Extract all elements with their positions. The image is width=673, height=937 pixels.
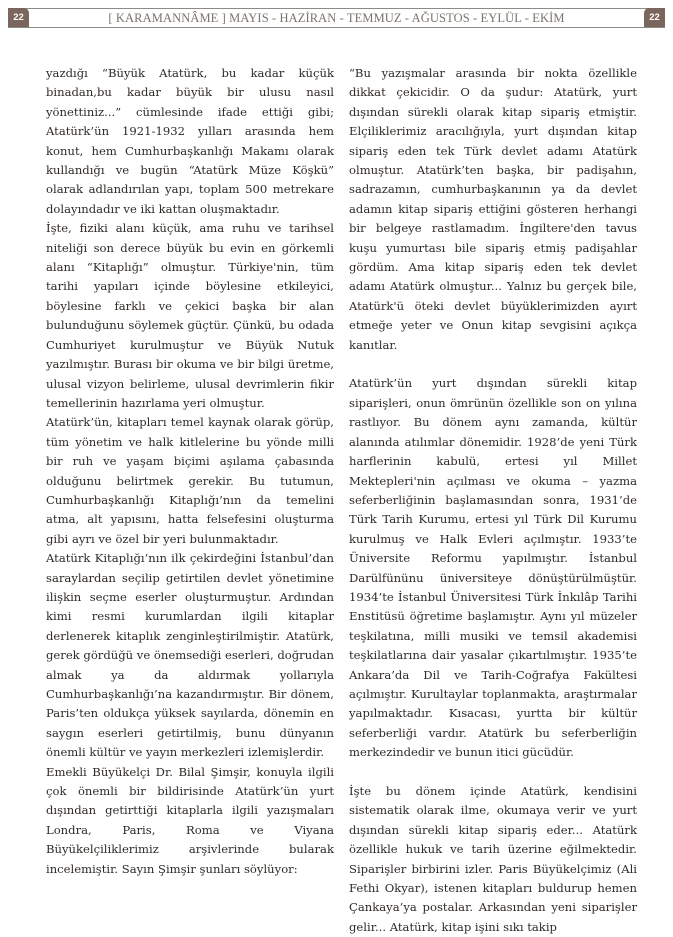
paragraph: Atatürk’ün, kitapları temel kaynak olarak görüp, tüm yönetim ve halk kitlelerine bu yönde milli bir ruh ve yaşam biçimi aşılama çabasında olduğunu belirtmek gerekir. Bu tutumun, Cumhurbaşkanlığı Kitaplığı’nın da temelini atma, alt yapısını, hatta felsefesini oluşturma gibi ayrı ve özel bir yeri bulunmaktadır. <box>46 415 334 546</box>
left-text-column <box>46 64 334 879</box>
paragraph: İşte, fiziki alanı küçük, ama ruhu ve tarihsel niteliği son derece büyük bu evin en görkemli alanı “Kitaplığı” olmuştur. Türkiye'nin, tüm tarihi yapıları içinde böylesine etkileyici, böylesine farklı ve çekici başka bir alan bulunduğunu söylemek güçtür. Çünkü, bu odada Cumhuriyet kurulmuştur ve Büyük Nutuk yazılmıştır. Burası bir okuma ve bir bilgi üretme, ulusal vizyon belirleme, ulusal devrimlerin fikir temellerinin hazırlama yeri olmuştur. <box>46 221 334 410</box>
paragraph: yazdığı “Büyük Atatürk, bu kadar küçük binadan,bu kadar büyük bir ulusu nasıl yönettiniz...” cümlesinde ifade ettiği gibi; Atatürk’ün 1921-1932 yılları arasında hem konut, hem Cumhurbaşkanlığı Makamı olarak kullandığı ve bugün “Atatürk Müze Köşkü” olarak adlandırılan yapı, toplam 500 metrekare dolayındadır ve iki kattan oluşmaktadır. <box>46 66 334 216</box>
paragraph: İşte bu dönem içinde Atatürk, kendisini sistematik olarak ilme, okumaya verir ve yurt dışından sürekli kitap sipariş eder... Atatürk özellikle hukuk ve tarih üzerine eğilmektedir. Siparişler birbirini izler. Paris Büyükelçimiz (Ali Fethi Okyar), istenen kitapları buldurup hemen Çankaya’ya postalar. Arkasından yeni siparişler gelir... Atatürk, kitap işini sıkı takip <box>349 784 637 934</box>
quote-paragraph: “Bu yazışmalar arasında bir nokta özellikle dikkat çekicidir. O da şudur: Atatürk, yurt dışından sürekli olarak kitap sipariş etmiştir. Elçiliklerimiz aracılığıyla, yurt dışından kitap sipariş eden tek Türk devlet adamı Atatürk olmuştur. Atatürk’ten başka, bir padişahın, sadrazamın, cumhurbaşkanının ya da devlet adamın kitap sipariş ettiğini gösteren herhangi bir belgeye rastlamadım. İngiltere'den tavus kuşu yumurtası bile sipariş etmiş padişahlar gördüm. Ama kitap sipariş eden tek devlet adamı Atatürk olmuştur... Yalnız bu gerçek bile, Atatürk'ü öteki devlet büyüklerimizden ayırt etmeğe yeter ve Onun kitap sevgisini açıkça kanıtlar. <box>349 66 637 352</box>
magazine-issue-title: [ KARAMANNÂME ] MAYIS - HAZİRAN - TEMMUZ - AĞUSTOS - EYLÜL - EKİM <box>108 11 565 25</box>
paragraph: Atatürk’ün yurt dışından sürekli kitap siparişleri, onun ömrünün özellikle son on yılına rastlıyor. Bu dönem aynı zamanda, kültür alanında atılımlar dönemidir. 1928’de yeni Türk harflerinin kabulü, ertesi yıl Millet Mektepleri'nin açılması ve okuma – yazma seferberliğinin başlamasından sonra, 1931’de Türk Tarih Kurumu, ertesi yıl Türk Dil Kurumu kurulmuş ve Halk Evleri açılmıştır. 1933’te Üniversite Reformu yapılmıştır. İstanbul Darülfününu üniversiteye dönüştürülmüştür. 1934’te İstanbul Üniversitesi Türk İnkılâp Tarihi Enstitüsü öğretime başlamıştır. Aynı yıl müzeler teşkilatına, milli musiki ve temsil akademisi teşkilatlarına dair yasalar çıkartılmıştır. 1935’te Ankara’da Dil ve Tarih-Coğrafya Fakültesi açılmıştır. Kurultaylar toplanmakta, araştırmalar yapılmaktadır. Kısacası, yurtta bir kültür seferberliği vardır. Atatürk bu seferberliğin merkezindedir ve bunun itici gücüdür. <box>349 376 637 760</box>
right-text-column <box>349 64 637 937</box>
running-header <box>8 8 665 28</box>
page-number-badge-right: 22 <box>644 8 665 27</box>
paragraph: Atatürk Kitaplığı’nın ilk çekirdeğini İstanbul’dan saraylardan seçilip getirtilen devlet yönetimine ilişkin seçme eserler oluşturmuştur. Ardından kimi resmi kurumlardan ilgili kitaplar derlenerek kitaplık zenginleştirilmiştir. Atatürk, gerek gördüğü ve önemsediği eserleri, doğrudan almak ya da aldırmak yollarıyla Cumhurbaşkanlığı’na kazandırmıştır. Bir dönem, Paris’ten oldukça yüksek sayılarda, dönemin en saygın eserleri getirtilmiş, bunu dünyanın önemli kültür ve yayın merkezleri izlemişlerdir. <box>46 551 334 760</box>
paragraph: Emekli Büyükelçi Dr. Bilal Şimşir, konuyla ilgili çok önemli bir bildirisinde Atatürk’ün yurt dışından getirttiği kitaplarla ilgili yazışmaları Londra, Paris, Roma ve Viyana Büyükelçiliklerimiz arşivlerinde bularak incelemiştir. Sayın Şimşir şunları söylüyor: <box>46 764 334 876</box>
page-number-badge-left: 22 <box>8 8 29 27</box>
